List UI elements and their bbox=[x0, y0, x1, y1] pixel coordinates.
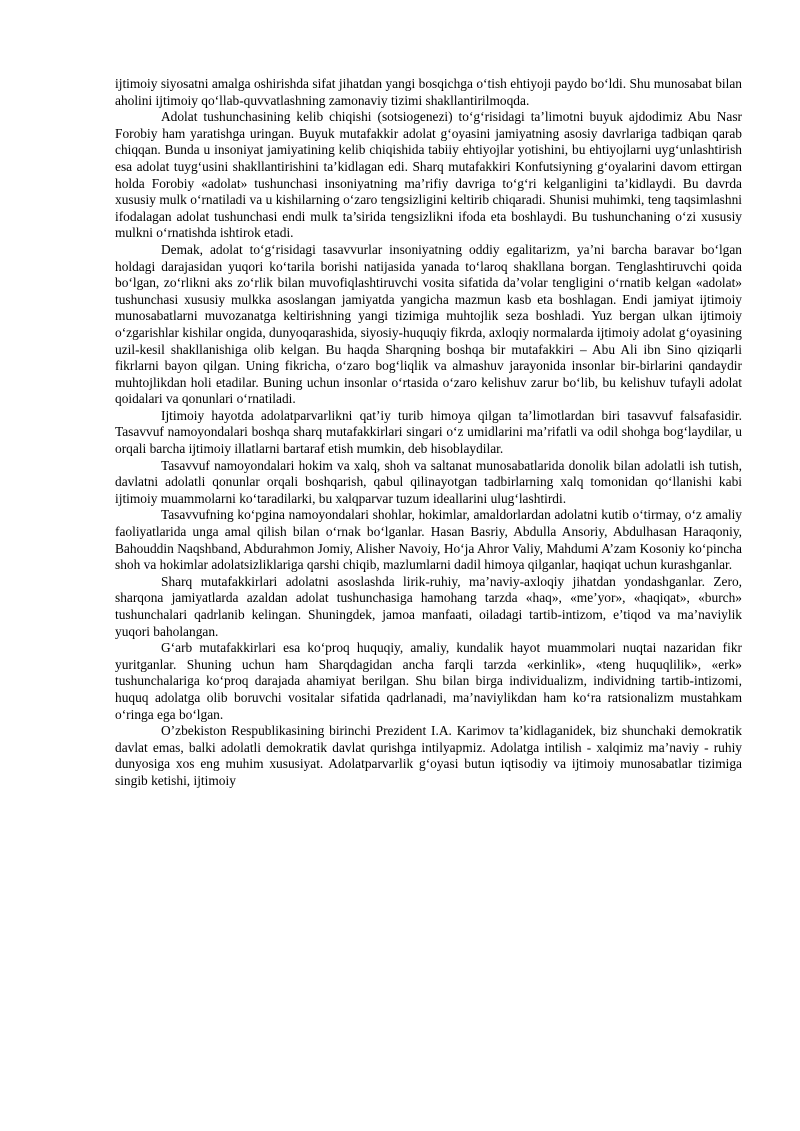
paragraph-adolat-sotsiogenezi: Adolat tushunchasining kelib chiqishi (sotsiogenezi) to‘g‘risidagi ta’limotni buyuk ajdodimiz Abu Nasr Forobiy ham yaratishga uringan. Buyuk mutafakkir adolat g‘oyasini jamiyatning asosiy davrlariga tadbiqan qarab chiqqan. Bunda u insoniyat jamiyatining kelib chiqishida tabiiy ehtiyojlar yotishini, bu ehtiyojlarni uyg‘unlashtirish esa adolat tuyg‘usini shakllantirishini ta’kidlagan edi. Sharq mutafakkiri Konfutsiyning g‘oyalarini davom ettirgan holda Forobiy «adolat» tushunchasi insoniyatning ma’rifiy davriga to‘g‘ri kelganligini ta’kidlaydi. Bu davrda xususiy mulk o‘rnatiladi va u kishilarning o‘zaro tengsizligini keltirib chiqaradi. Shunisi muhimki, teng taqsimlashni ifodalagan adolat tushunchasi endi mulk ta’sirida tengsizlikni ifoda eta boshlaydi. Bu tushunchaning o‘zi xususiy mulkni o‘rnatishda ishtirok etadi. bbox=[115, 109, 742, 241]
paragraph-continuation: ijtimoiy siyosatni amalga oshirishda sifat jihatdan yangi bosqichga o‘tish ehtiyoji paydo bo‘ldi. Shu munosabat bilan aholini ijtimoiy qo‘llab-quvvatlashning zamonaviy tizimi shakllantirilmoqda. bbox=[115, 76, 742, 108]
paragraph-demak-adolat: Demak, adolat to‘g‘risidagi tasavvurlar insoniyatning oddiy egalitarizm, ya’ni barcha baravar bo‘lgan holdagi darajasidan yuqori ko‘tarila borishi natijasida yanada to‘laroq shakllana borgan. Tenglashtiruvchi qoida bo‘lgan, zo‘rlikni aks zo‘rlik bilan muvofiqlashtiruvchi vosita sifatida da’volar tengligini o‘rnatib kelgan «adolat» tushunchasi xususiy mulkka asoslangan jamiyatda yangicha mazmun kasb eta boshlagan. Endi jamiyat ijtimoiy munosabatlarni muvozanatga keltirishning yangi tizimiga muhtojlik seza boshladi. Yuz bergan ulkan ijtimoiy o‘zgarishlar kishilar ongida, dunyoqarashida, siyosiy-huquqiy fikrda, axloqiy normalarda ijtimoiy adolat g‘oyasining uzil-kesil shakllanishiga olib kelgan. Bu haqda Sharqning boshqa bir mutafakkiri – Abu Ali ibn Sino qiziqarli fikrlarni bayon qilgan. Uning fikricha, o‘zaro bog‘liqlik va almashuv jarayonida insonlar bir-birlarini qandaydir muhtojlikdan holi etadilar. Buning uchun insonlar o‘rtasida o‘zaro kelishuv zarur bo‘lib, bu kelishuv tufayli adolat qoidalari va qonunlari o‘rnatiladi. bbox=[115, 241, 742, 407]
paragraph-garb-mutafakkirlari: G‘arb mutafakkirlari esa ko‘proq huquqiy, amaliy, kundalik hayot muammolari nuqtai nazaridan fikr yuritganlar. Shuning uchun ham Sharqdagidan ancha farqli tarzda «erkinlik», «teng huquqlilik», «erk» tushunchalariga ko‘proq darajada ahamiyat berilgan. Shu bilan birga individualizm, individning tartib-intizomi, huquq adolatga olib boruvchi vositalar sifatida qadrlanadi, ma’naviylikdan ham ko‘ra ratsionalizm mustahkam o‘ringa ega bo‘lgan. bbox=[115, 640, 742, 722]
paragraph-ozbekiston-prezident: O’zbekiston Respublikasining birinchi Prezident I.A. Karimov ta’kidlaganidek, biz shunchaki demokratik davlat emas, balki adolatli demokratik davlat qurishga intilyapmiz. Adolatga intilish - xalqimiz ma’naviy - ruhiy dunyosiga xos eng muhim xususiyat. Adolatparvarlik g‘oyasi butun iqtisodiy va ijtimoiy munosabatlar tizimiga singib ketishi, ijtimoiy bbox=[115, 723, 742, 788]
paragraph-tasavvuf-falsafasi: Ijtimoiy hayotda adolatparvarlikni qat’iy turib himoya qilgan ta’limotlardan biri tasavvuf falsafasidir. Tasavvuf namoyondalari boshqa sharq mutafakkirlari singari o‘z umidlarini ma’rifatli va odil shohga bog‘laydilar, u orqali barcha ijtimoiy illatlarni bartaraf etish mumkin, deb hisoblaydilar. bbox=[115, 407, 742, 457]
paragraph-tasavvuf-namoyondalari: Tasavvuf namoyondalari hokim va xalq, shoh va saltanat munosabatlarida donolik bilan adolatli ish tutish, davlatni adolatli qonunlar orqali boshqarish, qabul qilinayotgan tadbirlarning xalq tomonidan qo‘llanishi kabi ijtimoiy muammolarni ko‘taradilarki, bu xalqparvar tuzum ideallarini ulug‘lashtirdi. bbox=[115, 457, 742, 506]
document-page bbox=[115, 76, 742, 790]
paragraph-sharq-mutafakkirlari: Sharq mutafakkirlari adolatni asoslashda lirik-ruhiy, ma’naviy-axloqiy jihatdan yondashganlar. Zero, sharqona jamiyatlarda azaldan adolat tushunchasiga hamohang tarzda «haq», «me’yor», «haqiqat», «burch» tushunchalari qadrlanib kelingan. Shuningdek, jamoa manfaati, oiladagi tartib-intizom, e’tiqod va ma’naviylik yuqori baholangan. bbox=[115, 573, 742, 639]
paragraph-tasavvufning-namoyondalari: Tasavvufning ko‘pgina namoyondalari shohlar, hokimlar, amaldorlardan adolatni kutib o‘tirmay, o‘z amaliy faoliyatlarida unga amal qilish bilan o‘rnak bo‘lganlar. Hasan Basriy, Abdulla Ansoriy, Abdulhasan Haraqoniy, Bahouddin Naqshband, Abdurahmon Jomiy, Alisher Navoiy, Ho‘ja Ahror Valiy, Mahdumi A’zam Kosoniy ko‘pincha shoh va hokimlar adolatsizliklariga qarshi chiqib, mazlumlarni dadil himoya qilganlar, haqiqat uchun kurashganlar. bbox=[115, 507, 742, 573]
